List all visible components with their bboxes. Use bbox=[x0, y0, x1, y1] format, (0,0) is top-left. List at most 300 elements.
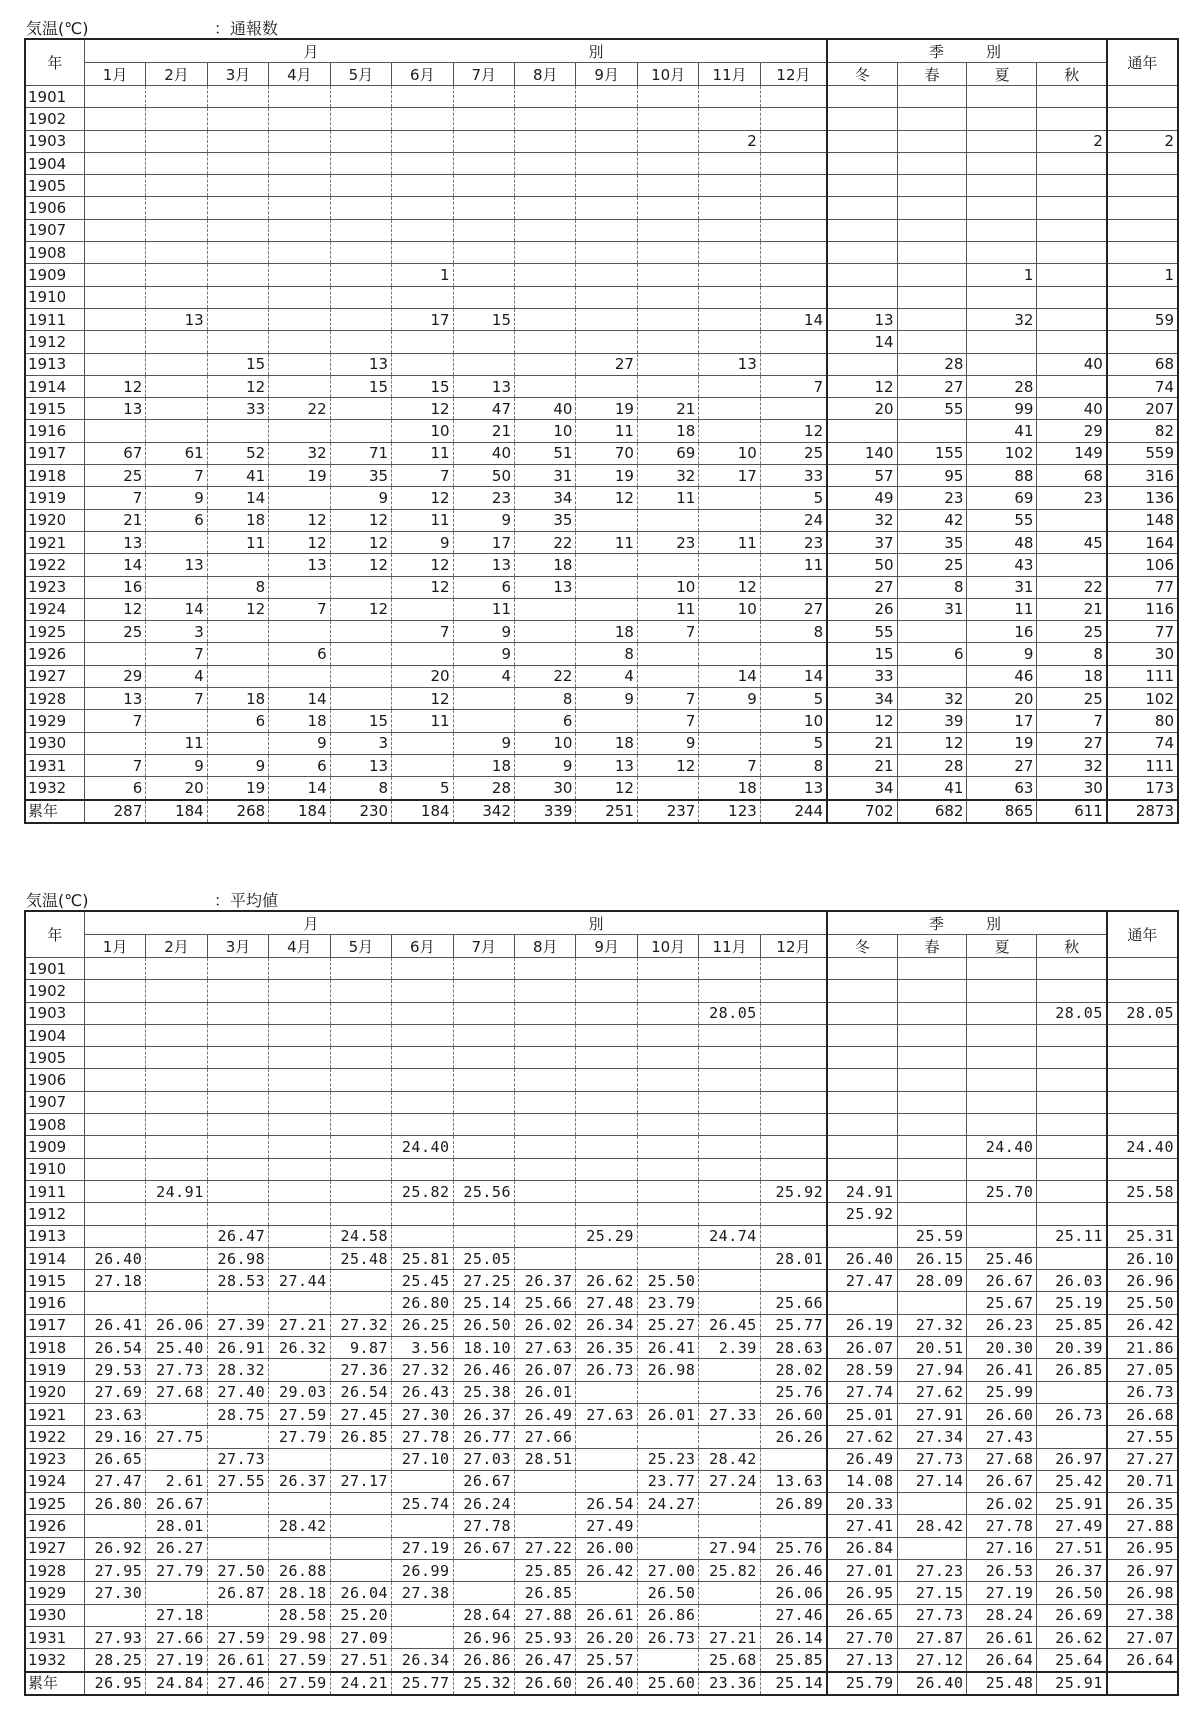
month-value-cell bbox=[515, 1493, 576, 1515]
month-value-cell bbox=[84, 130, 145, 152]
month-value-cell bbox=[269, 1069, 330, 1091]
month-value-cell bbox=[330, 1158, 391, 1180]
annual-value-cell: 27.05 bbox=[1107, 1359, 1178, 1381]
month-value-cell bbox=[637, 286, 698, 308]
month-value-cell bbox=[637, 665, 698, 687]
month-value-cell: 26.02 bbox=[515, 1314, 576, 1336]
month-value-cell bbox=[330, 1024, 391, 1046]
month-value-cell: 27.59 bbox=[269, 1672, 330, 1695]
season-value-cell: 26 bbox=[827, 598, 897, 620]
month-value-cell: 27.73 bbox=[207, 1448, 268, 1470]
month-value-cell bbox=[392, 197, 453, 219]
month-value-cell bbox=[760, 219, 827, 241]
month-value-cell: 26.86 bbox=[637, 1604, 698, 1626]
season-value-cell: 32 bbox=[897, 688, 967, 710]
month-value-cell: 18 bbox=[269, 710, 330, 732]
month-value-cell bbox=[84, 308, 145, 330]
month-value-cell bbox=[453, 175, 514, 197]
season-value-cell: 27.43 bbox=[967, 1426, 1037, 1448]
season-value-cell bbox=[1037, 1091, 1107, 1113]
month-value-cell bbox=[330, 242, 391, 264]
month-value-cell bbox=[392, 1470, 453, 1492]
month-value-cell bbox=[330, 175, 391, 197]
month-value-cell bbox=[576, 958, 637, 980]
season-value-cell: 26.65 bbox=[827, 1604, 897, 1626]
table-row bbox=[25, 1247, 1178, 1269]
season-header: 春 bbox=[897, 935, 967, 958]
table-row bbox=[25, 1136, 1178, 1158]
season-value-cell bbox=[897, 1158, 967, 1180]
month-value-cell: 25.77 bbox=[760, 1314, 827, 1336]
month-value-cell bbox=[515, 152, 576, 174]
season-value-cell: 26.73 bbox=[1037, 1403, 1107, 1425]
month-value-cell: 26.40 bbox=[576, 1672, 637, 1695]
month-value-cell: 26.54 bbox=[576, 1493, 637, 1515]
month-value-cell bbox=[515, 242, 576, 264]
table-row bbox=[25, 152, 1178, 174]
seasons-group-header: 季 別 bbox=[827, 39, 1107, 63]
month-value-cell: 29 bbox=[84, 665, 145, 687]
annual-column-header: 通年 bbox=[1107, 911, 1178, 958]
table-row bbox=[25, 1493, 1178, 1515]
month-value-cell bbox=[515, 1158, 576, 1180]
month-value-cell: 2 bbox=[699, 130, 760, 152]
month-value-cell: 27.18 bbox=[84, 1270, 145, 1292]
month-value-cell bbox=[330, 1180, 391, 1202]
month-value-cell: 6 bbox=[207, 710, 268, 732]
month-value-cell: 26.95 bbox=[84, 1672, 145, 1695]
month-value-cell: 28.42 bbox=[269, 1515, 330, 1537]
month-value-cell: 10 bbox=[515, 420, 576, 442]
month-value-cell bbox=[637, 1091, 698, 1113]
month-value-cell: 26.60 bbox=[515, 1672, 576, 1695]
month-value-cell bbox=[453, 86, 514, 108]
month-value-cell: 22 bbox=[515, 531, 576, 553]
month-value-cell: 25.68 bbox=[699, 1649, 760, 1672]
month-value-cell bbox=[146, 130, 207, 152]
month-value-cell bbox=[576, 1582, 637, 1604]
month-value-cell: 7 bbox=[84, 754, 145, 776]
month-value-cell bbox=[699, 1270, 760, 1292]
season-value-cell bbox=[967, 130, 1037, 152]
month-value-cell: 27.94 bbox=[699, 1537, 760, 1559]
month-value-cell: 26.88 bbox=[269, 1560, 330, 1582]
month-value-cell: 26.62 bbox=[576, 1270, 637, 1292]
month-header: 8月 bbox=[515, 63, 576, 86]
month-value-cell bbox=[392, 219, 453, 241]
table-row bbox=[25, 980, 1178, 1002]
month-value-cell bbox=[84, 958, 145, 980]
month-value-cell bbox=[515, 286, 576, 308]
month-value-cell bbox=[146, 1203, 207, 1225]
total-row bbox=[25, 1672, 1178, 1695]
table-row bbox=[25, 1158, 1178, 1180]
season-value-cell bbox=[897, 86, 967, 108]
annual-value-cell bbox=[1107, 1114, 1178, 1136]
month-value-cell bbox=[637, 777, 698, 800]
month-value-cell bbox=[146, 1247, 207, 1269]
table-row bbox=[25, 1069, 1178, 1091]
month-value-cell: 184 bbox=[392, 800, 453, 823]
month-value-cell bbox=[699, 1426, 760, 1448]
season-value-cell: 99 bbox=[967, 398, 1037, 420]
month-value-cell: 23.63 bbox=[84, 1403, 145, 1425]
month-value-cell: 28.64 bbox=[453, 1604, 514, 1626]
month-value-cell: 9 bbox=[453, 643, 514, 665]
month-value-cell bbox=[515, 264, 576, 286]
season-value-cell: 25.67 bbox=[967, 1292, 1037, 1314]
month-value-cell bbox=[637, 1225, 698, 1247]
season-value-cell: 42 bbox=[897, 509, 967, 531]
year-cell: 1923 bbox=[25, 576, 84, 598]
month-value-cell: 27.78 bbox=[453, 1515, 514, 1537]
table-row bbox=[25, 1180, 1178, 1202]
month-value-cell bbox=[146, 175, 207, 197]
month-value-cell bbox=[146, 108, 207, 130]
month-value-cell bbox=[576, 1158, 637, 1180]
month-value-cell: 28.02 bbox=[760, 1359, 827, 1381]
annual-value-cell: 26.42 bbox=[1107, 1314, 1178, 1336]
season-value-cell: 24.40 bbox=[967, 1136, 1037, 1158]
seasons-group-header: 季 別 bbox=[827, 911, 1107, 935]
month-value-cell: 17 bbox=[392, 308, 453, 330]
month-value-cell bbox=[330, 621, 391, 643]
month-value-cell bbox=[330, 331, 391, 353]
month-value-cell bbox=[637, 1069, 698, 1091]
month-value-cell bbox=[146, 375, 207, 397]
table-row bbox=[25, 621, 1178, 643]
month-value-cell: 27.22 bbox=[515, 1537, 576, 1559]
month-value-cell: 28.01 bbox=[760, 1247, 827, 1269]
year-cell: 1924 bbox=[25, 598, 84, 620]
year-cell: 1920 bbox=[25, 1381, 84, 1403]
month-value-cell: 25.32 bbox=[453, 1672, 514, 1695]
season-value-cell bbox=[897, 1203, 967, 1225]
mean-value-table-body bbox=[25, 958, 1178, 1695]
month-value-cell: 25.76 bbox=[760, 1381, 827, 1403]
month-value-cell: 28.75 bbox=[207, 1403, 268, 1425]
month-value-cell: 10 bbox=[699, 442, 760, 464]
month-value-cell bbox=[453, 331, 514, 353]
season-value-cell: 9 bbox=[967, 643, 1037, 665]
month-value-cell bbox=[515, 958, 576, 980]
month-value-cell: 26.54 bbox=[330, 1381, 391, 1403]
season-value-cell bbox=[1037, 1381, 1107, 1403]
annual-value-cell: 21.86 bbox=[1107, 1337, 1178, 1359]
season-value-cell: 68 bbox=[1037, 465, 1107, 487]
month-value-cell: 23 bbox=[637, 531, 698, 553]
season-value-cell bbox=[967, 1158, 1037, 1180]
season-value-cell bbox=[897, 219, 967, 241]
season-value-cell: 28 bbox=[967, 375, 1037, 397]
month-value-cell bbox=[330, 643, 391, 665]
month-value-cell bbox=[392, 130, 453, 152]
season-value-cell: 23 bbox=[897, 487, 967, 509]
month-value-cell: 26.47 bbox=[515, 1649, 576, 1672]
month-value-cell bbox=[207, 1091, 268, 1113]
season-value-cell bbox=[897, 958, 967, 980]
month-value-cell bbox=[699, 1515, 760, 1537]
month-value-cell: 342 bbox=[453, 800, 514, 823]
month-value-cell: 11 bbox=[576, 531, 637, 553]
month-value-cell: 20 bbox=[392, 665, 453, 687]
month-value-cell: 184 bbox=[269, 800, 330, 823]
season-value-cell: 26.02 bbox=[967, 1493, 1037, 1515]
season-value-cell bbox=[967, 1002, 1037, 1024]
month-value-cell bbox=[637, 175, 698, 197]
season-value-cell: 27.51 bbox=[1037, 1537, 1107, 1559]
season-value-cell: 25 bbox=[897, 554, 967, 576]
month-value-cell bbox=[760, 980, 827, 1002]
month-value-cell: 26.35 bbox=[576, 1337, 637, 1359]
season-value-cell: 26.03 bbox=[1037, 1270, 1107, 1292]
annual-value-cell: 2873 bbox=[1107, 800, 1178, 823]
season-value-cell: 14.08 bbox=[827, 1470, 897, 1492]
annual-value-cell: 80 bbox=[1107, 710, 1178, 732]
month-value-cell: 7 bbox=[392, 465, 453, 487]
month-value-cell: 27.25 bbox=[453, 1270, 514, 1292]
season-value-cell: 30 bbox=[1037, 777, 1107, 800]
month-value-cell bbox=[269, 308, 330, 330]
season-value-cell: 11 bbox=[967, 598, 1037, 620]
month-value-cell: 13 bbox=[84, 398, 145, 420]
season-value-cell: 27.01 bbox=[827, 1560, 897, 1582]
month-value-cell: 7 bbox=[760, 375, 827, 397]
month-value-cell: 15 bbox=[207, 353, 268, 375]
month-value-cell: 26.96 bbox=[453, 1626, 514, 1648]
month-value-cell bbox=[699, 1136, 760, 1158]
parameter-label: 気温(℃) bbox=[26, 19, 89, 38]
season-value-cell: 12 bbox=[897, 732, 967, 754]
months-group-header: 月 別 bbox=[84, 39, 827, 63]
month-value-cell: 25.50 bbox=[637, 1270, 698, 1292]
season-value-cell bbox=[897, 980, 967, 1002]
month-value-cell bbox=[330, 1270, 391, 1292]
season-value-cell bbox=[1037, 152, 1107, 174]
month-value-cell bbox=[330, 1560, 391, 1582]
month-value-cell bbox=[637, 219, 698, 241]
month-value-cell: 27.30 bbox=[84, 1582, 145, 1604]
month-value-cell bbox=[515, 1180, 576, 1202]
month-header: 6月 bbox=[392, 63, 453, 86]
season-value-cell: 6 bbox=[897, 643, 967, 665]
annual-value-cell: 116 bbox=[1107, 598, 1178, 620]
month-value-cell bbox=[760, 152, 827, 174]
month-value-cell: 26.54 bbox=[84, 1337, 145, 1359]
year-cell: 1904 bbox=[25, 152, 84, 174]
month-value-cell: 19 bbox=[576, 465, 637, 487]
season-value-cell: 26.62 bbox=[1037, 1626, 1107, 1648]
month-value-cell bbox=[146, 219, 207, 241]
month-value-cell: 22 bbox=[515, 665, 576, 687]
season-value-cell: 28 bbox=[897, 754, 967, 776]
month-value-cell: 27 bbox=[576, 353, 637, 375]
annual-value-cell: 207 bbox=[1107, 398, 1178, 420]
season-value-cell: 27.62 bbox=[827, 1426, 897, 1448]
month-value-cell: 27.19 bbox=[146, 1649, 207, 1672]
season-header: 春 bbox=[897, 63, 967, 86]
season-value-cell: 28 bbox=[897, 353, 967, 375]
month-value-cell bbox=[453, 1024, 514, 1046]
month-value-cell: 26.34 bbox=[392, 1649, 453, 1672]
season-value-cell: 26.40 bbox=[897, 1672, 967, 1695]
season-value-cell: 27.70 bbox=[827, 1626, 897, 1648]
month-value-cell: 230 bbox=[330, 800, 391, 823]
month-value-cell bbox=[515, 130, 576, 152]
season-value-cell: 26.50 bbox=[1037, 1582, 1107, 1604]
month-value-cell: 12 bbox=[330, 598, 391, 620]
month-value-cell: 25.66 bbox=[515, 1292, 576, 1314]
annual-value-cell bbox=[1107, 108, 1178, 130]
month-value-cell bbox=[760, 1448, 827, 1470]
month-value-cell bbox=[515, 1024, 576, 1046]
month-value-cell: 13 bbox=[84, 688, 145, 710]
month-value-cell bbox=[760, 643, 827, 665]
month-value-cell bbox=[207, 643, 268, 665]
month-value-cell bbox=[207, 264, 268, 286]
season-value-cell: 35 bbox=[897, 531, 967, 553]
month-value-cell bbox=[269, 1114, 330, 1136]
month-value-cell bbox=[453, 1560, 514, 1582]
month-value-cell bbox=[207, 554, 268, 576]
month-value-cell bbox=[576, 509, 637, 531]
month-value-cell bbox=[330, 86, 391, 108]
month-value-cell: 26.47 bbox=[207, 1225, 268, 1247]
month-value-cell: 25.23 bbox=[637, 1448, 698, 1470]
year-cell: 1903 bbox=[25, 1002, 84, 1024]
season-value-cell bbox=[827, 108, 897, 130]
month-value-cell bbox=[576, 1047, 637, 1069]
season-value-cell bbox=[897, 665, 967, 687]
month-value-cell: 11 bbox=[207, 531, 268, 553]
month-value-cell: 12 bbox=[84, 375, 145, 397]
table-row bbox=[25, 732, 1178, 754]
month-value-cell bbox=[699, 1158, 760, 1180]
table-row bbox=[25, 1626, 1178, 1648]
report-count-table bbox=[24, 38, 1179, 824]
table-row bbox=[25, 286, 1178, 308]
month-value-cell: 26.04 bbox=[330, 1582, 391, 1604]
month-value-cell: 18 bbox=[207, 688, 268, 710]
month-value-cell: 11 bbox=[453, 598, 514, 620]
month-value-cell: 6 bbox=[515, 710, 576, 732]
table-row bbox=[25, 665, 1178, 687]
month-value-cell: 9 bbox=[330, 487, 391, 509]
month-value-cell: 25.14 bbox=[453, 1292, 514, 1314]
month-value-cell: 8 bbox=[330, 777, 391, 800]
annual-value-cell: 164 bbox=[1107, 531, 1178, 553]
month-value-cell: 11 bbox=[637, 487, 698, 509]
season-value-cell: 28.42 bbox=[897, 1515, 967, 1537]
month-value-cell bbox=[637, 353, 698, 375]
month-value-cell: 18 bbox=[515, 554, 576, 576]
month-value-cell: 24.91 bbox=[146, 1180, 207, 1202]
mean-value-table bbox=[24, 910, 1179, 1696]
annual-value-cell bbox=[1107, 331, 1178, 353]
month-value-cell: 18 bbox=[576, 621, 637, 643]
month-value-cell bbox=[330, 1091, 391, 1113]
month-value-cell bbox=[330, 197, 391, 219]
month-value-cell: 40 bbox=[515, 398, 576, 420]
year-cell: 1918 bbox=[25, 1337, 84, 1359]
month-value-cell: 13 bbox=[269, 554, 330, 576]
season-value-cell bbox=[1037, 375, 1107, 397]
table-row bbox=[25, 1470, 1178, 1492]
month-value-cell: 19 bbox=[207, 777, 268, 800]
section-header bbox=[24, 888, 1179, 910]
year-cell: 1925 bbox=[25, 1493, 84, 1515]
month-value-cell: 12 bbox=[207, 375, 268, 397]
month-value-cell bbox=[515, 375, 576, 397]
month-value-cell bbox=[146, 152, 207, 174]
annual-value-cell: 27.07 bbox=[1107, 1626, 1178, 1648]
year-cell: 1908 bbox=[25, 1114, 84, 1136]
month-value-cell: 47 bbox=[453, 398, 514, 420]
month-value-cell: 15 bbox=[330, 710, 391, 732]
season-value-cell: 26.41 bbox=[967, 1359, 1037, 1381]
season-value-cell: 26.19 bbox=[827, 1314, 897, 1336]
month-value-cell: 184 bbox=[146, 800, 207, 823]
month-value-cell bbox=[515, 1470, 576, 1492]
month-value-cell: 9 bbox=[269, 732, 330, 754]
annual-value-cell: 27.38 bbox=[1107, 1604, 1178, 1626]
month-value-cell bbox=[453, 242, 514, 264]
month-value-cell bbox=[637, 375, 698, 397]
season-value-cell bbox=[967, 1069, 1037, 1091]
month-value-cell: 70 bbox=[576, 442, 637, 464]
season-value-cell bbox=[1037, 1114, 1107, 1136]
season-value-cell: 28.59 bbox=[827, 1359, 897, 1381]
season-value-cell: 25.70 bbox=[967, 1180, 1037, 1202]
season-value-cell: 102 bbox=[967, 442, 1037, 464]
month-value-cell bbox=[392, 1626, 453, 1648]
month-value-cell bbox=[84, 643, 145, 665]
annual-value-cell bbox=[1107, 980, 1178, 1002]
month-value-cell: 27.88 bbox=[515, 1604, 576, 1626]
month-value-cell bbox=[207, 86, 268, 108]
year-column-header: 年 bbox=[25, 39, 84, 86]
month-value-cell: 30 bbox=[515, 777, 576, 800]
month-value-cell bbox=[637, 308, 698, 330]
month-value-cell bbox=[269, 1002, 330, 1024]
season-value-cell: 27.34 bbox=[897, 1426, 967, 1448]
month-value-cell bbox=[699, 1292, 760, 1314]
month-value-cell: 24.58 bbox=[330, 1225, 391, 1247]
month-value-cell: 3 bbox=[146, 621, 207, 643]
month-value-cell: 26.65 bbox=[84, 1448, 145, 1470]
year-cell: 1920 bbox=[25, 509, 84, 531]
season-value-cell bbox=[827, 152, 897, 174]
month-value-cell bbox=[207, 1047, 268, 1069]
month-value-cell bbox=[146, 242, 207, 264]
month-value-cell: 9 bbox=[453, 509, 514, 531]
month-value-cell: 26.67 bbox=[146, 1493, 207, 1515]
season-value-cell bbox=[1037, 219, 1107, 241]
month-value-cell bbox=[760, 286, 827, 308]
month-value-cell: 5 bbox=[760, 688, 827, 710]
month-value-cell bbox=[330, 1114, 391, 1136]
month-value-cell bbox=[453, 1225, 514, 1247]
year-cell: 1925 bbox=[25, 621, 84, 643]
season-value-cell: 15 bbox=[827, 643, 897, 665]
table-row bbox=[25, 777, 1178, 800]
season-value-cell bbox=[827, 1292, 897, 1314]
month-value-cell bbox=[330, 108, 391, 130]
month-value-cell: 24 bbox=[760, 509, 827, 531]
table-row bbox=[25, 1649, 1178, 1672]
season-value-cell: 21 bbox=[1037, 598, 1107, 620]
season-value-cell: 27.49 bbox=[1037, 1515, 1107, 1537]
